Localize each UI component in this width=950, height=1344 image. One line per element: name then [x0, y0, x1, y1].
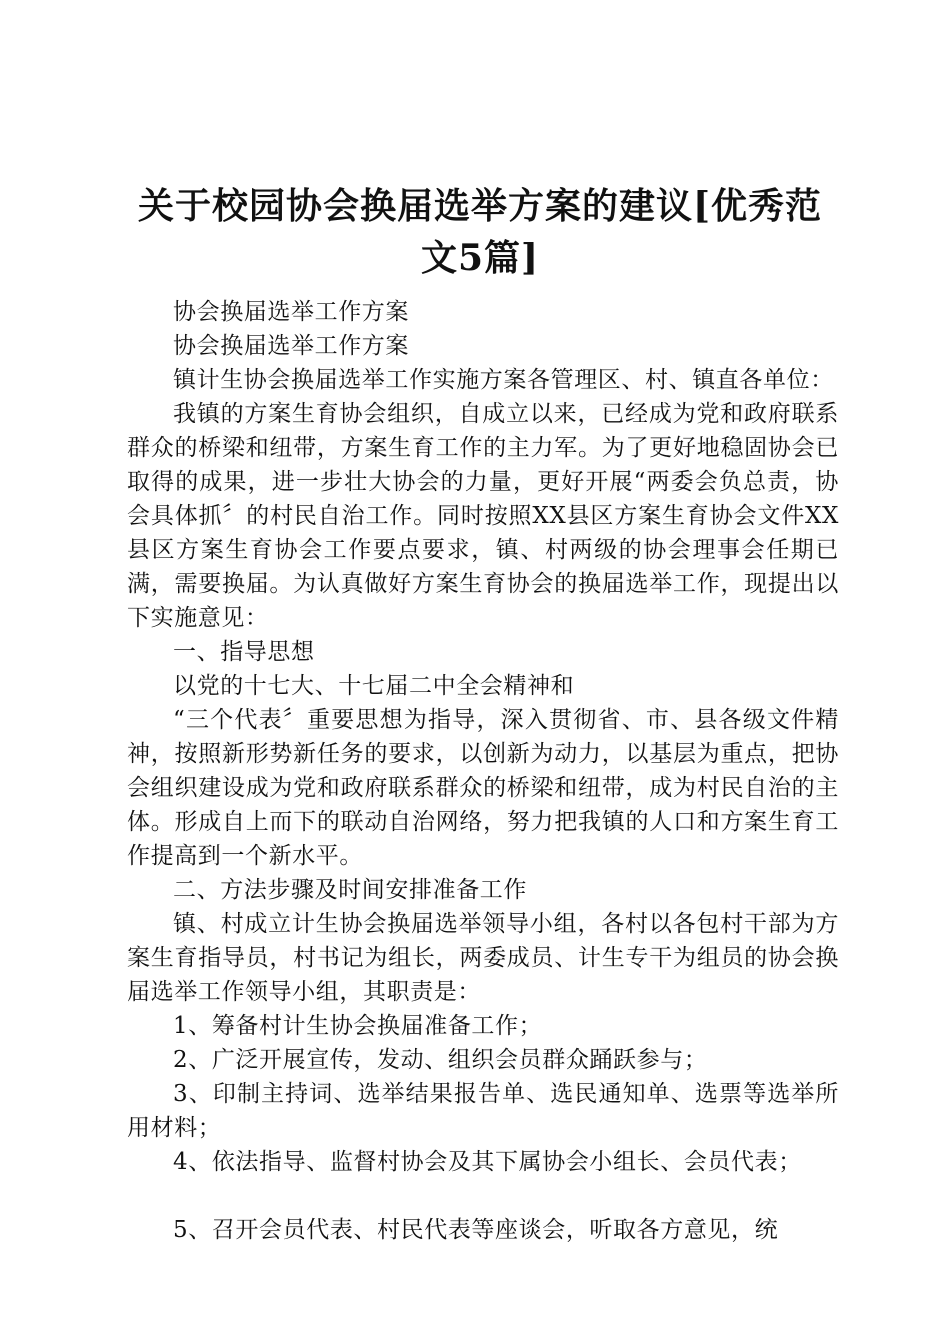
list-item: 1、筹备村计生协会换届准备工作；: [173, 1013, 543, 1039]
paragraph: 我镇的方案生育协会组织，自成立以来，已经成为党和政府联系群众的桥梁和纽带，方案生育工作的主力军。为了更好地稳固协会已取得的成果，进一步壮大协会的力量，更好开展“两委会负总责，协会具体抓〞的村民自治工作。同时按照XX县区方案生育协会文件XX县区方案生育协会工作要点要求，镇、村两级的协会理事会任期已满，需要换届。为认真做好方案生育协会的换届选举工作，现提出以下实施意见：: [127, 401, 839, 631]
list-item: 4、依法指导、监督村协会及其下属协会小组长、会员代表；: [173, 1149, 802, 1175]
section-heading: 二、方法步骤及时间安排准备工作: [173, 877, 527, 903]
document-body: [127, 295, 839, 1247]
paragraph: 以党的十七大、十七届二中全会精神和: [173, 673, 575, 699]
paragraph: 协会换届选举工作方案: [173, 333, 409, 359]
paragraph: 镇、村成立计生协会换届选举领导小组，各村以各包村干部为方案生育指导员，村书记为组长，两委成员、计生专干为组员的协会换届选举工作领导小组，其职责是：: [127, 911, 839, 1005]
paragraph: “三个代表〞重要思想为指导，深入贯彻省、市、县各级文件精神，按照新形势新任务的要求，以创新为动力，以基层为重点，把协会组织建设成为党和政府联系群众的桥梁和纽带，成为村民自治的主体。形成自上而下的联动自治网络，努力把我镇的人口和方案生育工作提高到一个新水平。: [127, 707, 839, 869]
section-heading: 一、指导思想: [173, 639, 315, 665]
paragraph: 协会换届选举工作方案: [173, 299, 409, 325]
list-item: 3、印制主持词、选举结果报告单、选民通知单、选票等选举所用材料；: [127, 1081, 839, 1141]
list-item: 2、广泛开展宣传，发动、组织会员群众踊跃参与；: [173, 1047, 708, 1073]
document-title: 关于校园协会换届选举方案的建议[优秀范文5篇]: [137, 185, 823, 279]
list-item: 5、召开会员代表、村民代表等座谈会，听取各方意见，统: [173, 1217, 779, 1243]
paragraph: 镇计生协会换届选举工作实施方案各管理区、村、镇直各单位：: [173, 367, 834, 393]
